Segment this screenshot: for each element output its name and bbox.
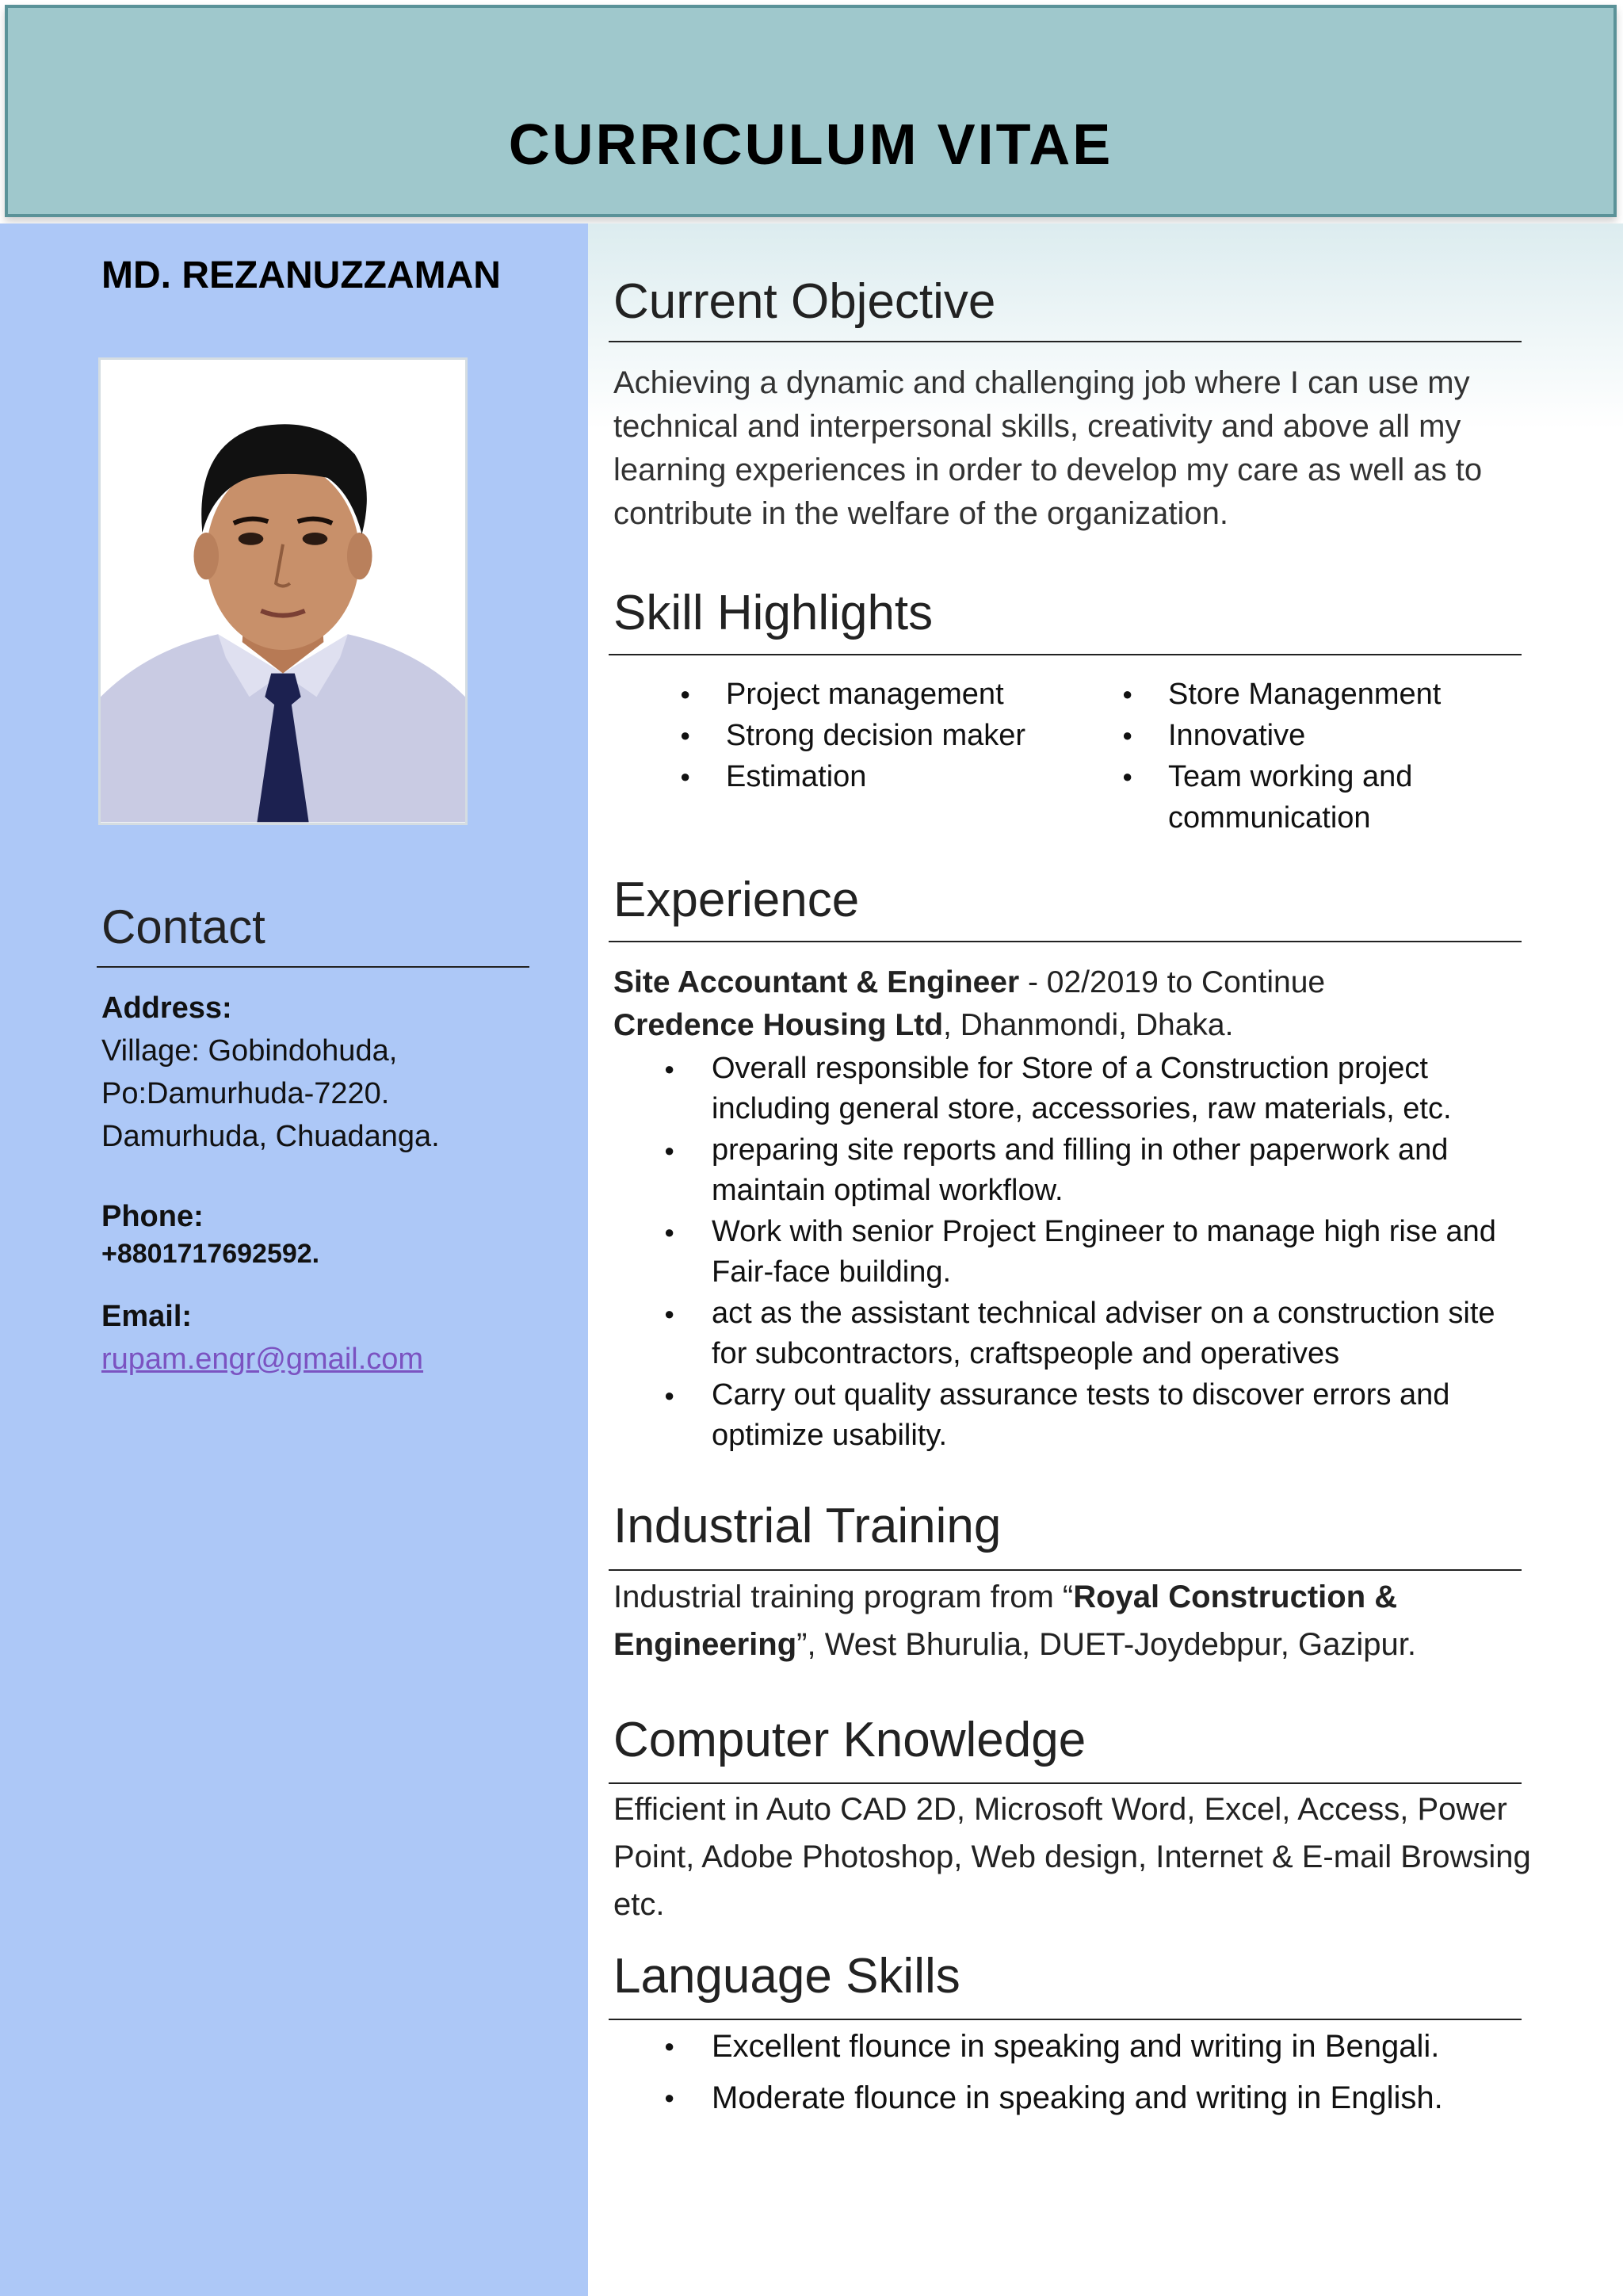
training-org: Royal Construction & Engineering — [613, 1580, 1398, 1662]
computer-heading: Computer Knowledge — [613, 1713, 1086, 1767]
skill-item: ● Estimation — [726, 756, 1106, 797]
skills-divider — [609, 654, 1522, 655]
email-label: Email: — [101, 1300, 193, 1333]
candidate-name: MD. REZANUZZAMAN — [101, 254, 501, 296]
language-heading: Language Skills — [613, 1949, 960, 2004]
duty-item: ● Carry out quality assurance tests to discover errors and optimize usability. — [712, 1375, 1536, 1456]
objective-divider — [609, 341, 1522, 342]
address-line: Village: Gobindohuda, — [101, 1034, 398, 1068]
language-item: ● Moderate flounce in speaking and writing in English. — [712, 2073, 1544, 2123]
page-title: CURRICULUM VITAE — [508, 113, 1113, 177]
company-name: Credence Housing Ltd — [613, 1008, 944, 1042]
duty-item: ● act as the assistant technical adviser on a construction site for subcontractors, craftspeople and operatives — [712, 1293, 1536, 1374]
training-heading: Industrial Training — [613, 1499, 1002, 1553]
language-item: ● Excellent flounce in speaking and writing in Bengali. — [712, 2021, 1544, 2072]
skill-item: ● Project management — [726, 674, 1106, 715]
job-header — [613, 961, 1525, 1047]
header-banner — [5, 5, 1617, 217]
language-list — [712, 2021, 1544, 2124]
skill-item: ● Store Managenment — [1168, 674, 1501, 715]
computer-divider — [609, 1782, 1522, 1784]
company-location: , Dhanmondi, Dhaka. — [943, 1008, 1234, 1042]
experience-divider — [609, 941, 1522, 942]
email-block — [101, 1295, 545, 1381]
computer-text: Efficient in Auto CAD 2D, Microsoft Word, Excel, Access, Power Point, Adobe Photoshop, Web design, Internet & E-mail Browsing etc. — [613, 1792, 1531, 1922]
training-divider — [609, 1569, 1522, 1571]
address-line: Damurhuda, Chuadanga. — [101, 1120, 440, 1153]
contact-heading: Contact — [101, 900, 265, 953]
address-label: Address: — [101, 991, 232, 1025]
objective-text: Achieving a dynamic and challenging job where I can use my technical and interpersonal skills, creativity and above all my learning experiences in order to develop my care as well as to contribute in the welfare of the organization. — [613, 365, 1483, 531]
objective-heading: Current Objective — [613, 274, 996, 329]
phone-label: Phone: — [101, 1200, 204, 1233]
training-suffix: ”, West Bhurulia, DUET-Joydebpur, Gazipur. — [796, 1627, 1416, 1662]
address-line: Po:Damurhuda-7220. — [101, 1077, 390, 1110]
phone-block — [101, 1195, 545, 1270]
language-divider — [609, 2019, 1522, 2020]
address-block — [101, 987, 545, 1158]
phone-value: +8801717692592. — [101, 1239, 320, 1269]
contact-divider — [97, 966, 529, 968]
job-duties-list — [712, 1049, 1536, 1457]
duty-item: ● Overall responsible for Store of a Construction project including general store, accessories, raw materials, etc. — [712, 1049, 1536, 1129]
skill-item: ● Team working and communication — [1168, 756, 1501, 839]
training-prefix: Industrial training program from “ — [613, 1580, 1074, 1614]
skill-item: ● Strong decision maker — [726, 715, 1106, 756]
skill-item: ● Innovative — [1168, 715, 1501, 756]
duty-item: ● Work with senior Project Engineer to manage high rise and Fair-face building. — [712, 1212, 1536, 1293]
skills-list-right — [1168, 674, 1501, 839]
experience-heading: Experience — [613, 873, 860, 927]
profile-photo — [98, 357, 468, 825]
duty-item: ● preparing site reports and filling in other paperwork and maintain optimal workflow. — [712, 1130, 1536, 1211]
email-link[interactable]: rupam.engr@gmail.com — [101, 1343, 424, 1376]
job-period: - 02/2019 to Continue — [1019, 965, 1326, 999]
skills-heading: Skill Highlights — [613, 586, 934, 640]
training-text — [613, 1573, 1525, 1668]
job-position: Site Accountant & Engineer — [613, 965, 1020, 999]
skills-list-left — [726, 674, 1106, 797]
